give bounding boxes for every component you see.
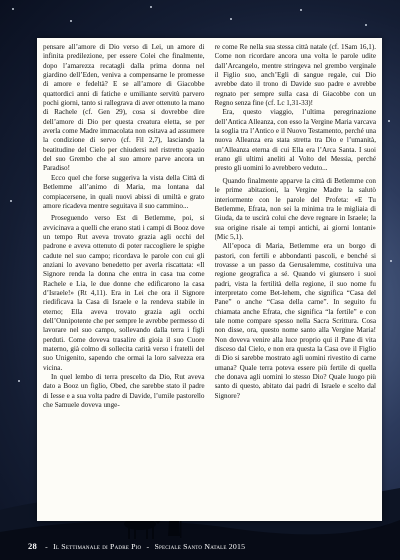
footer-separator: - bbox=[146, 542, 150, 551]
text-column-left bbox=[43, 43, 205, 517]
star bbox=[70, 20, 72, 22]
star bbox=[150, 6, 152, 8]
paragraph: Quando finalmente apparve la città di Betlemme con le prime abitazioni, la Vergine Madre la salutò interiormente con le parole del Profeta: «E Tu Betlemme, Efrata, non sei la minima tra le migliaia di Giuda, da te uscirà colui che deve regnare in Israele; la sua origine risale ai tempi antichi, ai giorni lontani» (Mic 5,1). bbox=[214, 176, 376, 241]
star bbox=[390, 260, 392, 262]
page-footer bbox=[28, 541, 245, 551]
footer-separator: - bbox=[45, 542, 48, 551]
paragraph: Era, questo viaggio, l’ultima peregrinazione dell’Antica Alleanza, con esso la Vergine Maria varcava la soglia tra l’Antico e il Nuovo Testamento, perché una nuova Alleanza era stata stretta tra Dio e l’umanità, un’Alleanza eterna di cui Ella era l’Arca Santa. I suoi erano gli ultimi aneliti al Volto del Messia, perché presto gli uomini lo avrebbero veduto... bbox=[214, 108, 376, 173]
paragraph: In quel lembo di terra prescelto da Dio, Rut aveva dato a Booz un figlio, Obed, che sarebbe stato il padre di Iesse e a sua volta padre di Davide, l’umile pastorello che Samuele doveva unge- bbox=[43, 373, 205, 410]
star bbox=[300, 9, 302, 11]
page-number: 28 bbox=[28, 541, 37, 551]
issue-title: Speciale Santo Natale 2015 bbox=[154, 542, 246, 551]
star bbox=[12, 8, 14, 10]
star bbox=[388, 120, 390, 122]
paragraph: Proseguendo verso Est di Betlemme, poi, si avvicinava a quelli che erano stati i campi di Booz dove un tempo Rut aveva trovato grazia agli occhi del padrone e aveva ottenuto di poter raccogliere le spighe cadute nel suo campo; ricordava le parole con cui gli anziani lo avevano benedetto per averla riscattata: «Il Signore renda la donna che entra in casa tua come Rachele e Lia, le due donne che edificarono la casa d’Israele!» (Rt 4,11). Era in Lei che ora il Signore riedificava la Casa di Israele e la rendeva stabile in eterno; Ella aveva trovato grazia agli occhi dell’Onnipotente che per sempre le avrebbe permesso di lavorare nel suo campo, sollevando dalla terra i figli perduti. Come doveva trasalire di gioia il suo Cuore materno, già colmo di sollecita carità verso i fratelli del suo Unigenito, sapendo che ormai la loro salvezza era vicina. bbox=[43, 214, 205, 372]
paragraph: All’epoca di Maria, Betlemme era un borgo di pastori, con fertili e abbondanti pascoli, e benché si trovasse a un passo da Gerusalemme, costituiva una regione geografica a sé. Quando vi giunsero i suoi padri, vista la fertilità della regione, il suo nome fu interpretato come Bet-lehem, che significa “Casa del Pane” o anche “Casa della carne”. In seguito fu chiamata anche Efrata, che significa “la fertile” e con tale nome compare spesso nella Sacra Scrittura. Cosa non disse, ora, questo nome santo alla Vergine Maria! Non doveva venire alla luce proprio qui il Pane di vita disceso dal Cielo, e non era questa la Casa ove il Figlio di Dio si sarebbe mostrato agli uomini rivestito di carne umana? Quale terra poteva essere più fertile di quella che donava agli uomini lo stesso Dio? Quale luogo più santo di questo, abitato dai padri di Israele e scelto dal Signore? bbox=[214, 242, 376, 400]
paragraph: pensare all’amore di Dio verso di Lei, un amore di infinita predilezione, per essere Colei che finalmente, dopo l’amarezza recatagli dalla prima donna nel giardino dell’Eden, veniva a compensarne le promesse di amore e fedeltà? E se all’amore di Giacobbe quattordici anni di fatiche e umiliante servitù parvero pochi giorni, tanto si rallegrava di aver ottenuto la mano di Rachele (cf. Gen 29), cosa si dovrebbe dire dell’amore di Dio per questa creatura eletta, se per averla come Madre immacolata non esitava ad assumere la condizione di servo (cf. Fil 2,7), lasciando la beatitudine del Cielo per chiudersi nel ristretto spazio del suo Grembo che al suo amore parve ancora un Paradiso! bbox=[43, 43, 205, 173]
paragraph: Ecco quel che forse suggeriva la vista della Città di Betlemme all’animo di Maria, ma lontana dal compiacersene, in quali nuovi abissi di umiltà e grato amore ricadeva mentre seguitava il suo cammino... bbox=[43, 173, 205, 210]
star bbox=[230, 18, 232, 20]
star bbox=[365, 24, 367, 26]
star bbox=[18, 380, 20, 382]
text-column-right bbox=[215, 43, 377, 517]
magazine-title: Il Settimanale di Padre Pio bbox=[53, 542, 142, 551]
article-page bbox=[37, 38, 382, 521]
star bbox=[10, 200, 12, 202]
paragraph: re come Re nella sua stessa città natale (cf. 1Sam 16,1). Come non ricordare ancora una volta le parole udite dall’Arcangelo, mentre stringeva nel grembo verginale il Figlio suo, anch’Egli di sangue regale, cui Dio avrebbe dato il trono di Davide suo padre e avrebbe regnato per sempre sulla casa di Giacobbe con un Regno senza fine (cf. Lc 1,31-33)! bbox=[214, 43, 376, 108]
